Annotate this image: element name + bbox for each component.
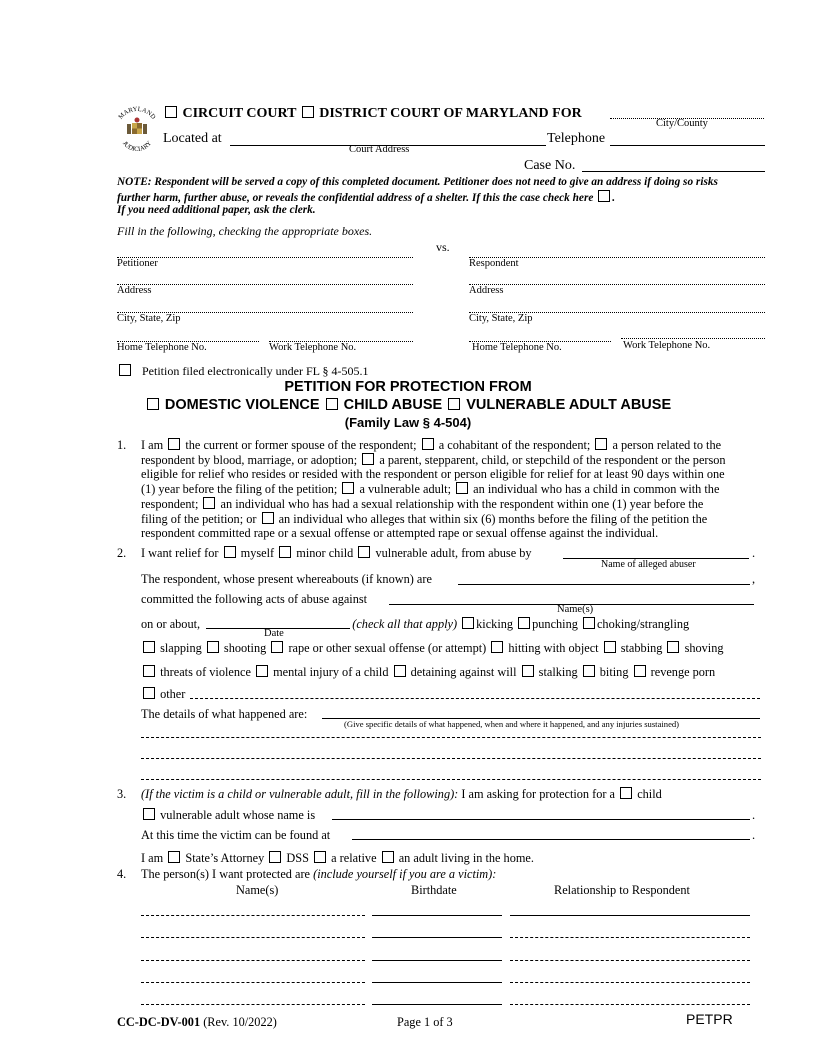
abuse-date-caption: Date [264, 628, 284, 639]
petitioner-city-caption: City, State, Zip [117, 313, 181, 324]
act-revenge-porn-label: revenge porn [650, 665, 716, 679]
s3-intro-italic: (If the victim is a child or vulnerable adult, fill in the following): [141, 787, 459, 801]
myself-checkbox[interactable] [224, 546, 236, 558]
kicking-checkbox[interactable] [462, 617, 474, 629]
whereabouts-field[interactable] [458, 584, 750, 585]
protected-relationship-row-5[interactable] [510, 1004, 750, 1005]
s3-found-at: At this time the victim can be found at [141, 828, 331, 842]
s3-states-attorney-label: State’s Attorney [185, 851, 265, 865]
protected-relationship-row-2[interactable] [510, 937, 750, 938]
section-3-number: 3. [117, 787, 127, 801]
s3-adult-living-label: an adult living in the home. [398, 851, 534, 865]
s3-child-label: child [637, 787, 662, 801]
victim-names-caption: Name(s) [557, 604, 594, 615]
s1-line5a: respondent; [141, 496, 199, 511]
revenge-porn-checkbox[interactable] [634, 665, 646, 677]
other-act-checkbox[interactable] [143, 687, 155, 699]
s1-line4b: a vulnerable adult; [359, 482, 452, 497]
act-shoving-label: shoving [684, 641, 724, 655]
s2-details: The details of what happened are: [141, 707, 308, 721]
act-punching-label: punching [532, 617, 578, 631]
s1-i-am: I am [141, 438, 164, 452]
s1-spouse-label: the current or former spouse of the respondent; [185, 438, 417, 452]
shoving-checkbox[interactable] [667, 641, 679, 653]
s1-line7: respondent committed rape or a sexual offense or attempted rape or sexual offense against the individual. [141, 526, 659, 541]
s2-committed: committed the following acts of abuse against [141, 592, 368, 606]
threats-checkbox[interactable] [143, 665, 155, 677]
s2-on-or-about: on or about, [141, 617, 201, 631]
details-line-3[interactable] [141, 758, 761, 759]
adult-living-checkbox[interactable] [382, 851, 394, 863]
petitioner-field[interactable] [117, 257, 413, 258]
protected-birthdate-row-4[interactable] [372, 982, 502, 983]
s2-check-all: (check all that apply) [352, 617, 458, 631]
minor-child-checkbox[interactable] [279, 546, 291, 558]
stalking-checkbox[interactable] [522, 665, 534, 677]
respondent-address-caption: Address [469, 285, 504, 296]
district-court-checkbox[interactable] [302, 106, 314, 118]
respondent-home-phone-caption: Home Telephone No. [472, 342, 562, 353]
s2-vulnerable-adult-label: vulnerable adult, from abuse by [375, 546, 532, 560]
act-detaining-label: detaining against will [410, 665, 517, 679]
svg-text:JUDICIARY [121, 140, 153, 153]
s2-whereabouts: The respondent, whose present whereabouts (if known) are [141, 572, 432, 586]
s1-line4c: an individual who has a child in common with the [473, 482, 720, 497]
detaining-checkbox[interactable] [394, 665, 406, 677]
section-4-number: 4. [117, 867, 127, 881]
respondent-caption: Respondent [469, 258, 519, 269]
court-address-caption: Court Address [349, 144, 410, 155]
s3-i-am: I am [141, 851, 164, 865]
form-id: CC-DC-DV-001 [117, 1015, 201, 1029]
respondent-work-phone-field[interactable] [621, 338, 765, 339]
sexual-relationship-checkbox[interactable] [203, 497, 215, 509]
protected-name-row-5[interactable] [141, 1004, 365, 1005]
cohabitant-checkbox[interactable] [422, 438, 434, 450]
respondent-city-caption: City, State, Zip [469, 313, 533, 324]
vs-label: vs. [436, 240, 450, 254]
filed-electronically-label: Petition filed electronically under FL § 4-505.1 [142, 364, 369, 378]
act-threats-label: threats of violence [160, 665, 251, 679]
col-birthdate-header: Birthdate [411, 883, 457, 897]
page-number: Page 1 of 3 [397, 1015, 453, 1029]
details-line-2[interactable] [141, 737, 761, 738]
s1-line3: eligible for relief who resides or resided with the respondent or person eligible for relief for at least 90 days within one [141, 467, 725, 482]
parent-checkbox[interactable] [362, 453, 374, 465]
filed-electronically-checkbox[interactable] [119, 364, 131, 376]
dss-checkbox[interactable] [269, 851, 281, 863]
s4-intro-italic: (include yourself if you are a victim): [313, 867, 497, 881]
located-at-label: Located at [163, 131, 222, 146]
protected-birthdate-row-2[interactable] [372, 937, 502, 938]
protected-birthdate-row-1[interactable] [372, 915, 502, 916]
s3-intro: I am asking for protection for a [461, 787, 616, 801]
city-county-caption: City/County [656, 118, 708, 129]
relative-checkbox[interactable] [314, 851, 326, 863]
details-hint: (Give specific details of what happened, when and where it happened, and any injuries sustained) [344, 719, 680, 729]
court-seal [112, 104, 162, 154]
circuit-court-checkbox[interactable] [165, 106, 177, 118]
petitioner-home-phone-caption: Home Telephone No. [117, 342, 207, 353]
district-court-label: DISTRICT COURT OF MARYLAND FOR [319, 106, 582, 121]
s1-line2a: respondent by blood, marriage, or adoption; [141, 452, 358, 467]
protected-birthdate-row-3[interactable] [372, 960, 502, 961]
protected-birthdate-row-5[interactable] [372, 1004, 502, 1005]
act-biting-label: biting [599, 665, 629, 679]
act-mental-injury-label: mental injury of a child [273, 665, 389, 679]
domestic-violence-checkbox[interactable] [147, 398, 159, 410]
related-checkbox[interactable] [595, 438, 607, 450]
s4-intro: The person(s) I want protected are [141, 867, 311, 881]
protected-name-row-2[interactable] [141, 937, 365, 938]
domestic-violence-label: DOMESTIC VIOLENCE [164, 397, 320, 413]
mental-injury-checkbox[interactable] [256, 665, 268, 677]
form-code: PETPR [686, 1011, 733, 1027]
slapping-checkbox[interactable] [143, 641, 155, 653]
case-no-field[interactable] [582, 171, 765, 172]
s3-dss-label: DSS [286, 851, 309, 865]
petitioner-address-caption: Address [117, 285, 152, 296]
protect-child-checkbox[interactable] [620, 787, 632, 799]
col-relationship-header: Relationship to Respondent [554, 883, 690, 897]
child-in-common-checkbox[interactable] [456, 482, 468, 494]
protected-relationship-row-3[interactable] [510, 960, 750, 961]
stabbing-checkbox[interactable] [604, 641, 616, 653]
alleged-abuser-caption: Name of alleged abuser [601, 559, 696, 570]
petitioner-work-phone-caption: Work Telephone No. [269, 342, 357, 353]
protect-vulnerable-adult-checkbox[interactable] [143, 808, 155, 820]
victim-location-field[interactable] [352, 839, 750, 840]
petitioner-address-field[interactable] [117, 284, 413, 285]
s1-line5b: an individual who has had a sexual relationship with the respondent within one (1) year before the [220, 496, 704, 511]
hitting-checkbox[interactable] [491, 641, 503, 653]
act-kicking-label: kicking [476, 617, 514, 631]
protected-name-row-4[interactable] [141, 982, 365, 983]
s1-cohabitant-label: a cohabitant of the respondent; [438, 438, 591, 452]
col-names-header: Name(s) [236, 883, 279, 897]
s3-relative-label: a relative [331, 851, 377, 865]
petition-title: PETITION FOR PROTECTION FROM [284, 379, 532, 395]
states-attorney-checkbox[interactable] [168, 851, 180, 863]
s1-line4a: (1) year before the filing of the petition; [141, 482, 338, 497]
protected-name-row-1[interactable] [141, 915, 365, 916]
protected-relationship-row-1[interactable] [510, 915, 750, 916]
case-no-label: Case No. [524, 158, 576, 173]
s2-myself-label: myself [240, 546, 275, 560]
s1-line6b: an individual who alleges that within six (6) months before the filing of the petition the [278, 511, 708, 526]
child-abuse-label: CHILD ABUSE [343, 397, 443, 413]
family-law-citation: (Family Law § 4-504) [344, 415, 472, 430]
act-slapping-label: slapping [160, 641, 202, 655]
act-stalking-label: stalking [538, 665, 578, 679]
act-stabbing-label: stabbing [620, 641, 663, 655]
confidential-address-checkbox[interactable] [598, 190, 610, 202]
choking-checkbox[interactable] [583, 617, 595, 629]
petitioner-caption: Petitioner [117, 258, 158, 269]
s1-line2b: a parent, stepparent, child, or stepchild of the respondent or the person [379, 452, 726, 467]
section-2-number: 2. [117, 546, 127, 560]
biting-checkbox[interactable] [583, 665, 595, 677]
s2-want-relief: I want relief for [141, 546, 219, 560]
s1-related-label: a person related to the [612, 438, 722, 452]
s3-vulnerable-adult-label: vulnerable adult whose name is [160, 808, 316, 822]
telephone-label: Telephone [547, 131, 606, 146]
details-line-4[interactable] [141, 779, 761, 780]
other-act-field[interactable] [190, 698, 760, 699]
vulnerable-adult-checkbox[interactable] [342, 482, 354, 494]
act-shooting-label: shooting [223, 641, 267, 655]
circuit-court-label: CIRCUIT COURT [182, 106, 297, 121]
respondent-work-phone-caption: Work Telephone No. [623, 340, 711, 351]
act-other-label: other [160, 687, 186, 701]
s2-vulnerable-adult-checkbox[interactable] [358, 546, 370, 558]
seal-text-top: MARYLAND [117, 105, 157, 121]
s2-minor-child-label: minor child [296, 546, 354, 560]
note-line-1: NOTE: Respondent will be served a copy of this completed document. Petitioner does not need to give an address if doing so risks [117, 176, 718, 188]
protected-name-row-3[interactable] [141, 960, 365, 961]
note-line-3: If you need additional paper, ask the clerk. [117, 204, 316, 216]
seal-text-bottom: JUDICIARY [120, 139, 154, 154]
note-line-2: further harm, further abuse, or reveals the confidential address of a shelter. If this the case check here [117, 192, 594, 204]
section-1-number: 1. [117, 438, 127, 452]
form-revision: (Rev. 10/2022) [203, 1015, 277, 1029]
spouse-checkbox[interactable] [168, 438, 180, 450]
vulnerable-adult-name-field[interactable] [332, 819, 750, 820]
act-hitting-label: hitting with object [508, 641, 599, 655]
s1-line6a: filing of the petition; or [141, 511, 257, 526]
act-choking-label: choking/strangling [596, 617, 690, 631]
court-telephone-field[interactable] [610, 145, 765, 146]
vulnerable-adult-abuse-checkbox[interactable] [448, 398, 460, 410]
respondent-address-field[interactable] [469, 284, 765, 285]
act-rape-label: rape or other sexual offense (or attempt) [288, 641, 487, 655]
vulnerable-adult-abuse-label: VULNERABLE ADULT ABUSE [466, 397, 672, 413]
child-abuse-checkbox[interactable] [326, 398, 338, 410]
punching-checkbox[interactable] [518, 617, 530, 629]
alleges-rape-checkbox[interactable] [262, 512, 274, 524]
fill-in-instruction: Fill in the following, checking the appropriate boxes. [117, 224, 373, 238]
protected-relationship-row-4[interactable] [510, 982, 750, 983]
shooting-checkbox[interactable] [207, 641, 219, 653]
rape-checkbox[interactable] [271, 641, 283, 653]
